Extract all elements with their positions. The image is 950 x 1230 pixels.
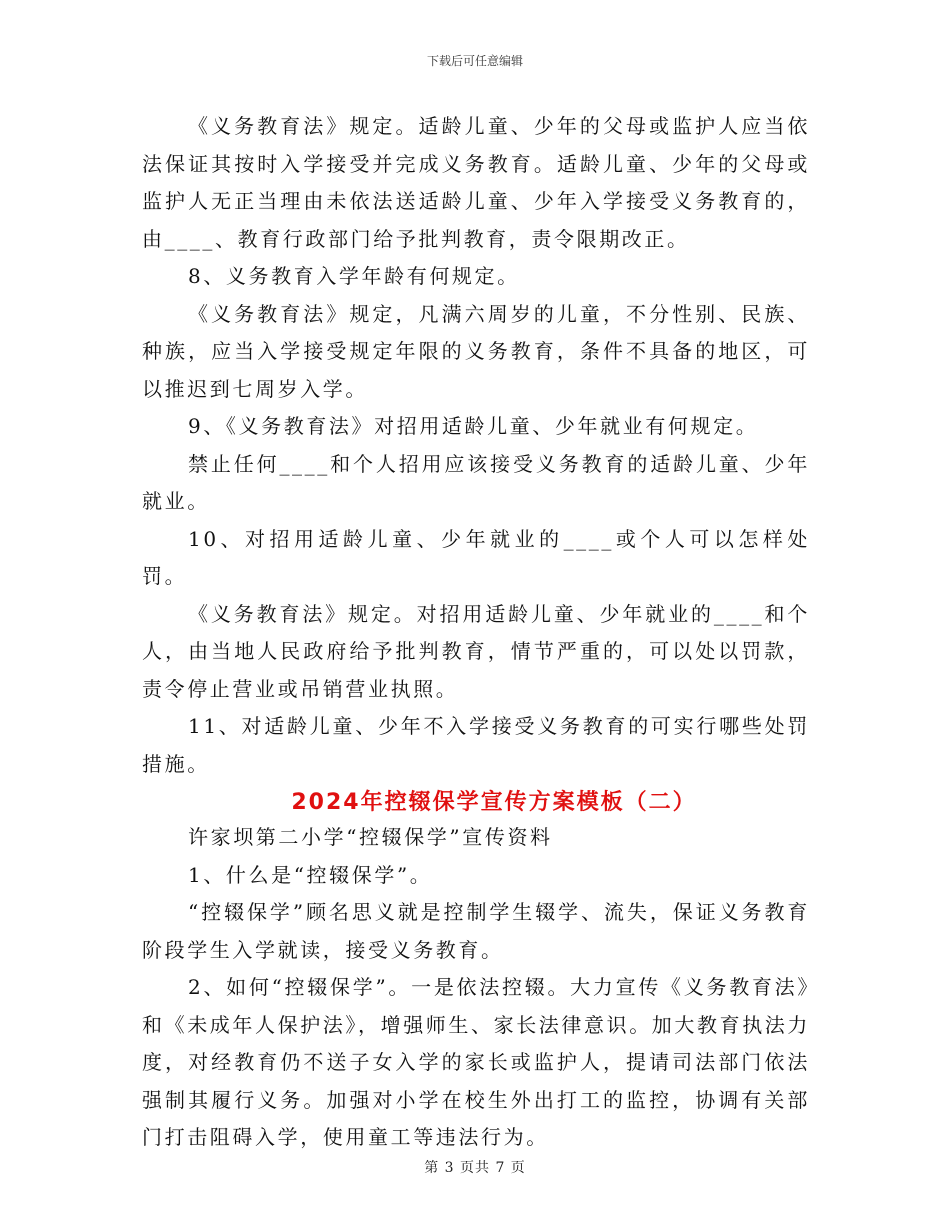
paragraph: 《义务教育法》规定，凡满六周岁的儿童，不分性别、民族、种族，应当入学接受规定年限的义务教育，条件不具备的地区，可以推迟到七周岁入学。	[142, 301, 810, 401]
page-header: 下载后可任意编辑	[426, 54, 523, 68]
paragraph: 《义务教育法》规定。适龄儿童、少年的父母或监护人应当依法保证其按时入学接受并完成义务教育。适龄儿童、少年的父母或监护人无正当理由未依法送适龄儿童、少年入学接受义务教育的，由____、教育行政部门给予批判教育，责令限期改正。	[142, 114, 810, 251]
paragraph: 《义务教育法》规定。对招用适龄儿童、少年就业的____和个人，由当地人民政府给予批判教育，情节严重的，可以处以罚款，责令停止营业或吊销营业执照。	[142, 601, 810, 701]
section-title: 2024年控辍保学宣传方案模板（二）	[291, 790, 697, 815]
question-heading: 9、《义务教育法》对招用适龄儿童、少年就业有何规定。	[188, 414, 759, 438]
paragraph: 禁止任何____和个人招用应该接受义务教育的适龄儿童、少年就业。	[142, 451, 810, 513]
paragraph: 2、如何“控辍保学”。一是依法控辍。大力宣传《义务教育法》和《未成年人保护法》，增强师生、家长法律意识。加大教育执法力度，对经教育仍不送子女入学的家长或监护人，提请司法部门依法强制其履行义务。加强对小学在校生外出打工的监控，协调有关部门打击阻碍入学，使用童工等违法行为。	[142, 975, 810, 1149]
question-heading: 8、义务教育入学年龄有何规定。	[188, 264, 520, 288]
paragraph: 许家坝第二小学“控辍保学”宣传资料	[188, 825, 553, 849]
document-body	[142, 108, 810, 1157]
page-footer: 第 3 页共 7 页	[424, 1160, 526, 1176]
paragraph: “控辍保学”顾名思义就是控制学生辍学、流失，保证义务教育阶段学生入学就读，接受义务教育。	[142, 900, 810, 962]
question-heading: 1、什么是“控辍保学”。	[188, 862, 433, 887]
question-heading: 11、对适龄儿童、少年不入学接受义务教育的可实行哪些处罚措施。	[142, 714, 810, 776]
question-heading: 10、对招用适龄儿童、少年就业的____或个人可以怎样处罚。	[142, 526, 810, 588]
